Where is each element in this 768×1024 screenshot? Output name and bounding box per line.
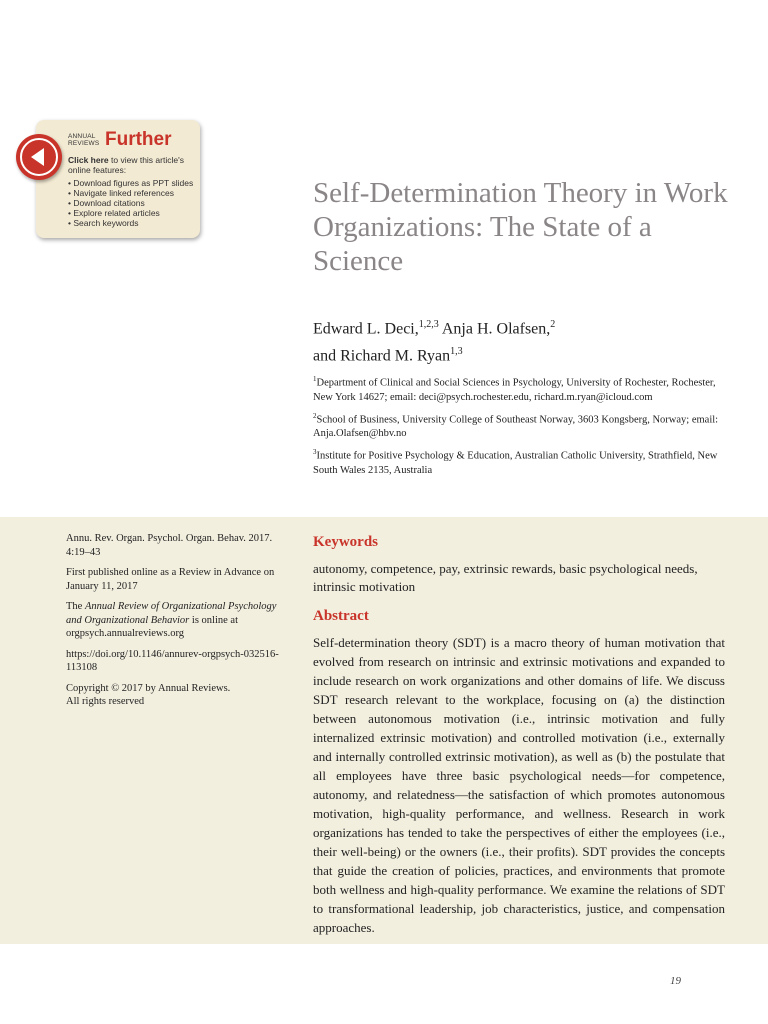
abstract-heading: Abstract: [313, 608, 369, 624]
feature-item[interactable]: • Search keywords: [68, 218, 193, 228]
keywords-heading: Keywords: [313, 534, 378, 550]
affiliation-text: School of Business, University College of Southeast Norway, 3603 Kongsberg, Norway; email: Anja.Olafsen@hbv.no: [313, 414, 719, 439]
author-name: Anja H. Olafsen,: [438, 320, 551, 338]
article-title: Self-Determination Theory in Work Organizations: The State of a Science: [313, 177, 728, 277]
author-name: and Richard M. Ryan: [313, 347, 451, 365]
article-meta: [66, 532, 284, 716]
feature-item[interactable]: • Download figures as PPT slides: [68, 178, 193, 188]
further-badge[interactable]: [16, 120, 202, 243]
affiliation: [313, 445, 733, 478]
feature-item[interactable]: • Explore related articles: [68, 208, 193, 218]
further-logo: Further: [105, 129, 172, 150]
feature-item[interactable]: • Navigate linked references: [68, 188, 193, 198]
affiliation-text: Institute for Positive Psychology & Education, Australian Catholic University, Strathfield, New South Wales 2135, Australia: [313, 450, 718, 476]
page-number: 19: [670, 975, 681, 987]
affiliation: [313, 409, 733, 442]
affiliation-number: 3: [313, 448, 317, 456]
affiliation-text: Department of Clinical and Social Sciences in Psychology, University of Rochester, Rochester, New York 14627; email: deci@psych.rochester.edu, richard.m.ryan@icloud.com: [313, 377, 716, 403]
keywords-text: autonomy, competence, pay, extrinsic rewards, basic psychological needs, intrinsic motivation: [313, 561, 698, 594]
published-date: First published online as a Review in Advance on January 11, 2017: [66, 567, 275, 592]
affiliation-number: 1: [313, 375, 317, 383]
rights-line: All rights reserved: [66, 696, 145, 707]
further-intro: [68, 155, 196, 175]
feature-item[interactable]: • Download citations: [68, 198, 193, 208]
copyright-line: Copyright © 2017 by Annual Reviews.: [66, 682, 231, 694]
author-affil-sup: 2: [550, 319, 556, 330]
affiliations: [313, 372, 733, 482]
author-affil-sup: 1,2,3: [418, 319, 439, 330]
click-here-link[interactable]: Click here: [68, 155, 109, 165]
citation: Annu. Rev. Organ. Psychol. Organ. Behav. 2017. 4:19–43: [66, 533, 273, 558]
affiliation: [313, 372, 733, 405]
doi-link[interactable]: https://doi.org/10.1146/annurev-orgpsych-032516-113108: [66, 648, 279, 673]
author-name: Edward L. Deci,: [313, 320, 419, 338]
author-affil-sup: 1,3: [450, 346, 463, 358]
copyright: [66, 682, 284, 709]
feature-list: [68, 178, 193, 228]
abstract-text: Self-determination theory (SDT) is a macro theory of human motivation that evolved from research on intrinsic and extrinsic motivations and expanded to include research on work organizations and other domains of life. We discuss SDT research relevant to the workplace, focusing on (a) the distinction between autonomous motivation (i.e., intrinsic motivation and fully internalized extrinsic motivation) and controlled motivation (i.e., externally and internally controlled extrinsic motivation), as well as (b) the postulate that all employees have three basic psychological needs—for competence, autonomy, and relatedness—the satisfaction of which promotes autonomous motivation, high-quality performance, and wellness. Research in work organizations has tended to take the perspectives of either the employees (i.e., their well-being) or the owners (i.e., their profits). SDT provides the concepts that guide the creation of policies, practices, and environments that promote both wellness and high-quality performance. We examine the relations of SDT to transformational leadership, job characteristics, justice, and compensation approaches.: [313, 635, 725, 935]
back-arrow-icon[interactable]: [16, 134, 62, 180]
journal-pre: The: [66, 601, 85, 612]
affiliation-number: 2: [313, 411, 317, 420]
annual-reviews-logo: ANNUAL REVIEWS: [68, 133, 100, 147]
journal-name: Annual Review of Organizational Psychology and Organizational Behavior: [66, 601, 277, 626]
further-intro-text: to view this article's online features:: [68, 155, 184, 175]
author-list: [313, 313, 743, 368]
journal-url[interactable]: is online at orgpsych.annualreviews.org: [66, 614, 238, 639]
journal-info: [66, 600, 284, 641]
